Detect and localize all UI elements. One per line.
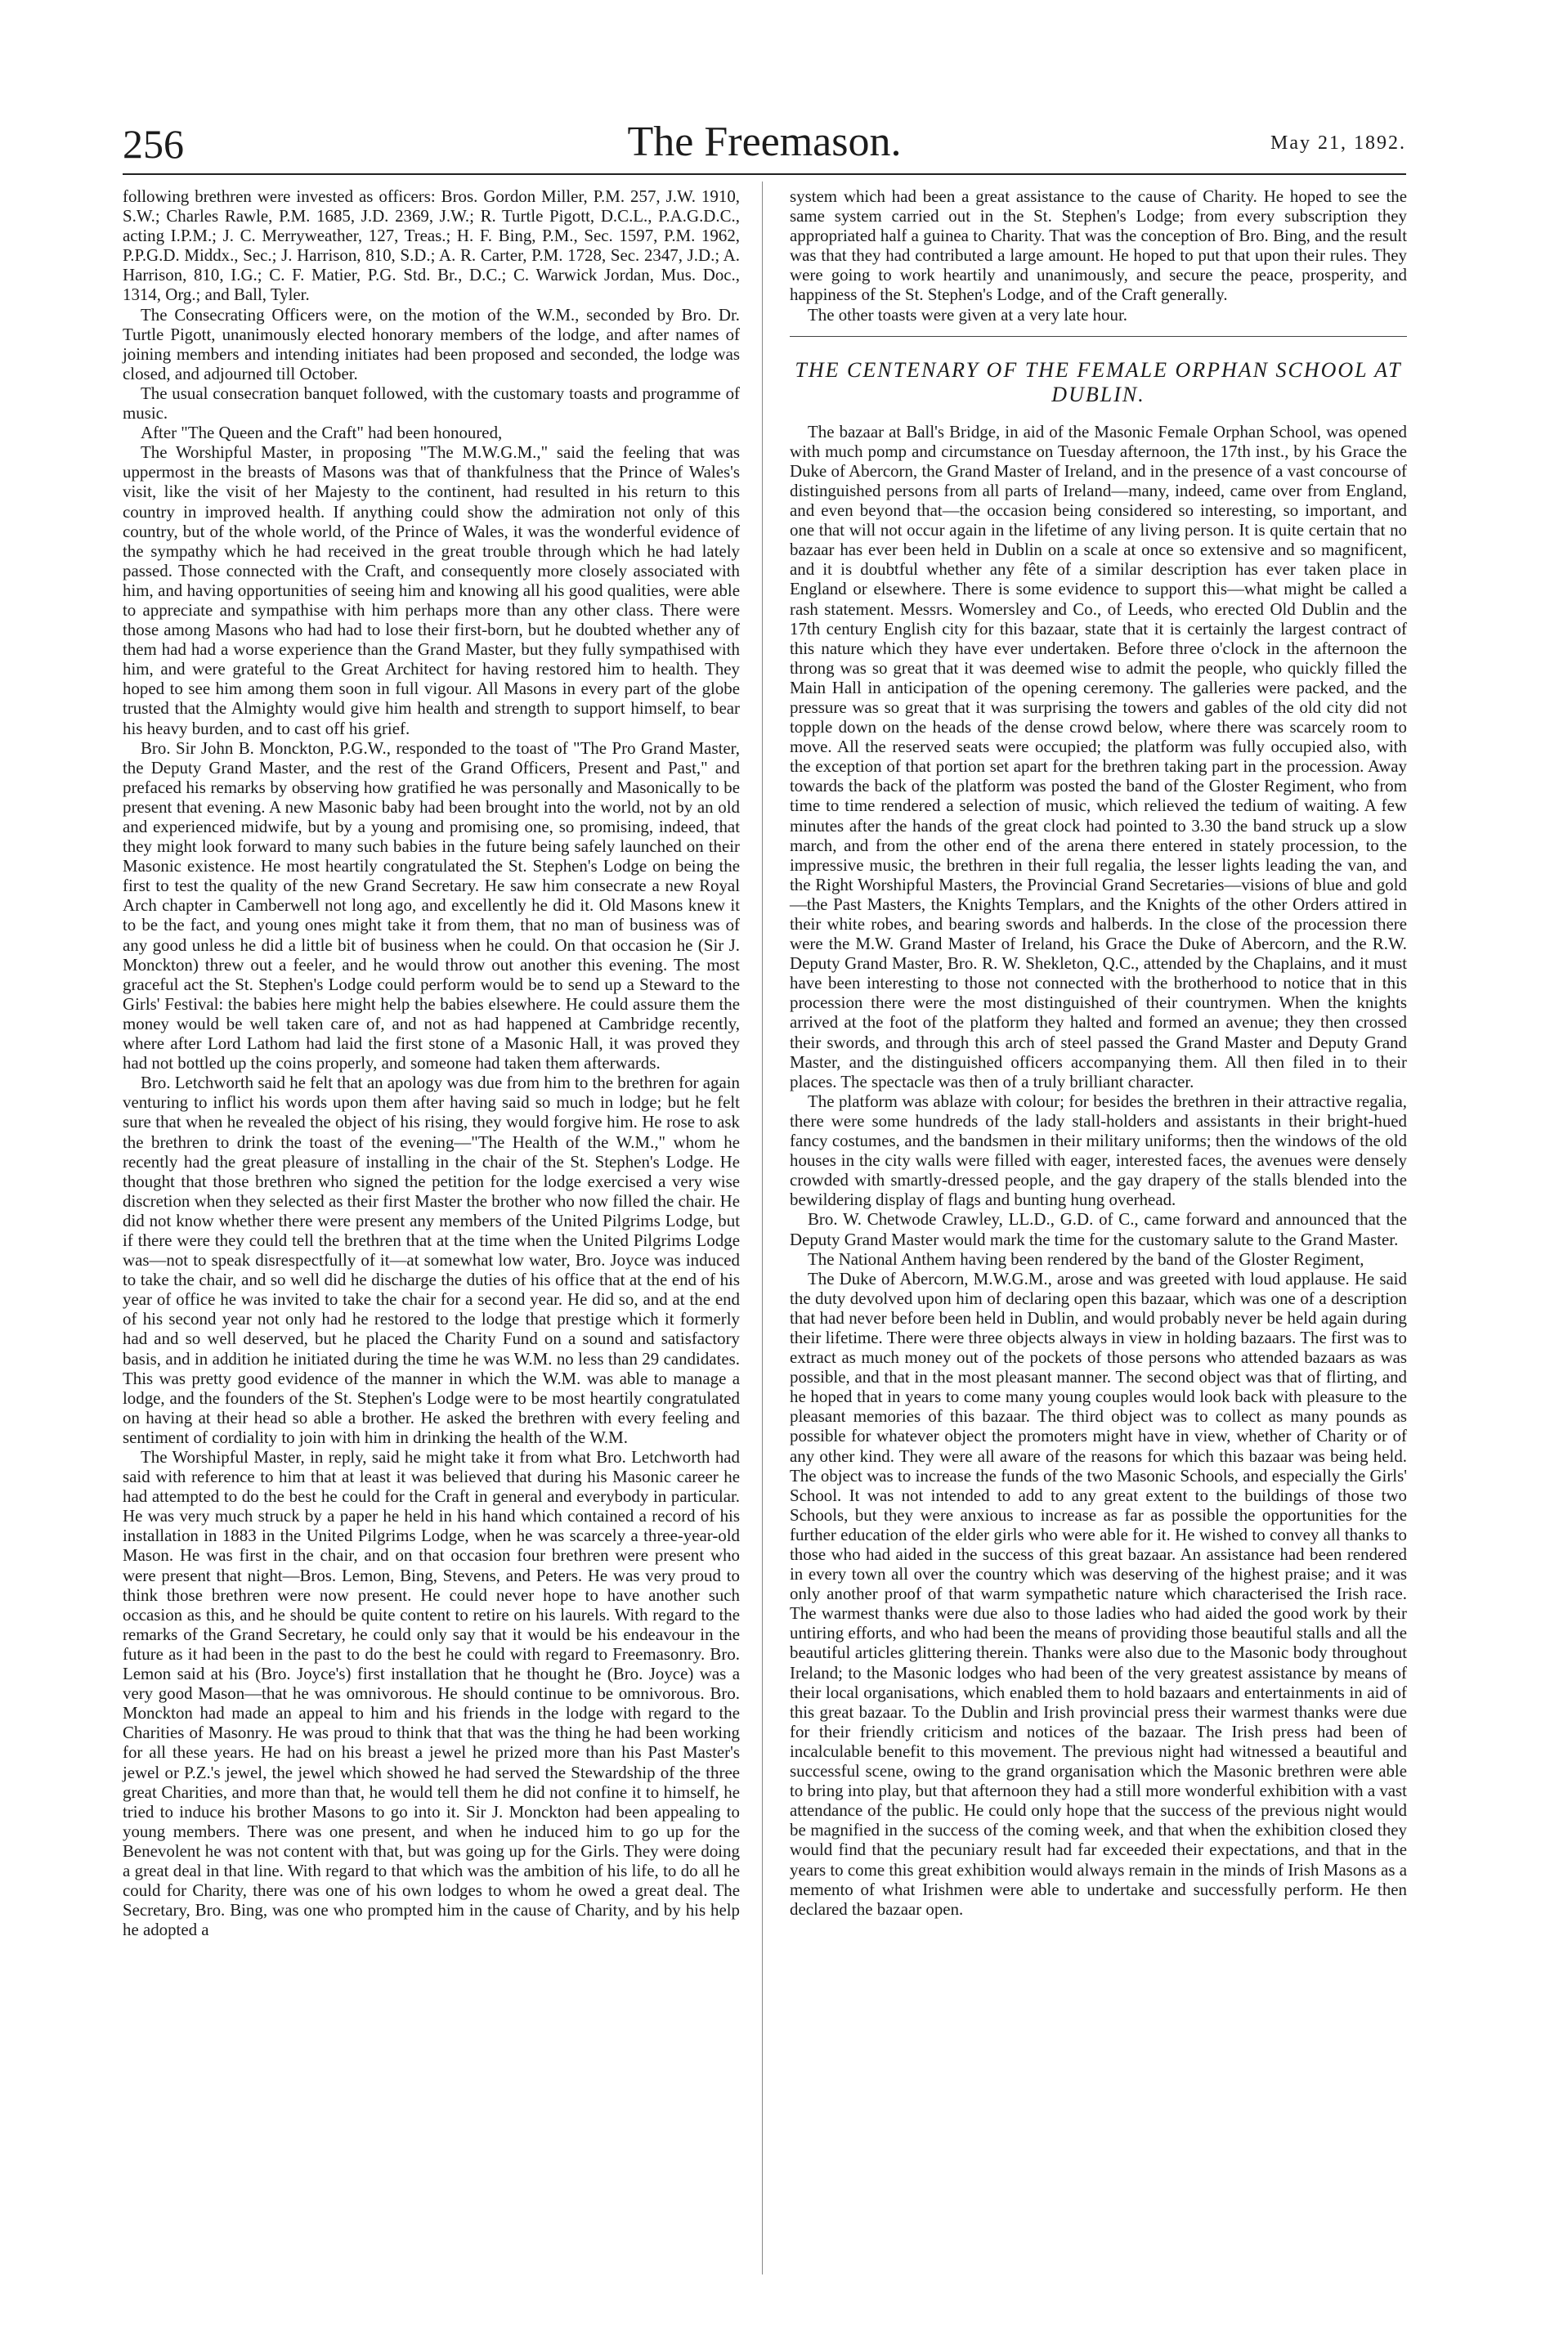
- publication-title: The Freemason.: [627, 119, 902, 165]
- honorary-members-paragraph: The Consecrating Officers were, on the motion of the W.M., seconded by Bro. Dr. Turtle Pigott, unanimously elected honorary members of the lodge, and after names of joining members and intending initiates had been proposed and seconded, the lodge was closed, and adjourned till October.: [123, 304, 740, 383]
- page-number: 256: [123, 121, 184, 167]
- queen-toast-paragraph: After "The Queen and the Craft" had been honoured,: [141, 423, 503, 443]
- left-column: [123, 186, 740, 1939]
- article-heading: THE CENTENARY OF THE FEMALE ORPHAN SCHOOL AT DUBLIN.: [795, 357, 1402, 406]
- issue-date: May 21, 1892.: [1270, 132, 1406, 154]
- late-toasts-paragraph: The other toasts were given at a very late hour.: [808, 304, 1127, 325]
- masthead: [123, 114, 1406, 180]
- monckton-response-paragraph: Bro. Sir John B. Monckton, P.G.W., responded to the toast of "The Pro Grand Master, the Deputy Grand Master, and the rest of the Grand Officers, Present and Past," and prefaced his remarks by observing how gratified he was personally and Masonically to be present that evening. A new Masonic baby had been brought into the world, not by an old and experienced midwife, but by a young and promising one, so promising, indeed, that they might look forward to many such babies in the future being safely launched on their Masonic existence. He most heartily congratulated the St. Stephen's Lodge on being the first to test the quality of the new Grand Secretary. He saw him consecrate a new Royal Arch chapter in Camberwell not long ago, and excellently he did it. Old Masons knew it to be the fact, and young ones might take it from them, that no man of business was of any good unless he did a little bit of business when he could. On that occasion he (Sir J. Monckton) threw out a feeler, and he would throw out another this evening. The most graceful act the St. Stephen's Lodge could perform would be to send up a Steward to the Girls' Festival: the babies here might help the babies elsewhere. He could assure them the money would be well taken care of, and not as had happened at Cambridge recently, where after Lord Lathom had laid the first stone of a Masonic Hall, it was proved they had not bottled up the coins properly, and someone had taken them afterwards.: [123, 737, 740, 1073]
- duke-speech-paragraph: The Duke of Abercorn, M.W.G.M., arose and was greeted with loud applause. He said the duty devolved upon him of declaring open this bazaar, which was one of a description that had never before been held in Dublin, and would probably never be held again during their lifetime. There were three objects always in view in holding bazaars. The first was to extract as much money out of the pockets of those persons who attended bazaars as was possible, and that in the most pleasant manner. The second object was that of flirting, and he hoped that in years to come many young couples would look back with pleasure to the pleasant memories of this bazaar. The third object was to collect as many pounds as possible for whatever object the promoters might have in view, whether of Charity or of any other kind. They were all aware of the reasons for which this bazaar was being held. The object was to increase the funds of the two Masonic Schools, and especially the Girls' School. It was not intended to add to any great extent to the buildings of those two Schools, but they were anxious to increase as far as possible the opportunities for the further education of the elder girls who were able for it. He wished to convey all thanks to those who had aided in the success of this great bazaar. An assistance had been rendered in every town all over the country which was deserving of the highest praise; and it was only another proof of that warm sympathetic nature which characterised the Irish race. The warmest thanks were due also to those ladies who had aided the good work by their untiring efforts, and who had been the means of providing those beautiful stalls and all the beautiful articles glittering therein. Thanks were also due to the Masonic body throughout Ireland; to the Masonic lodges who had been of the very greatest assistance by means of their local organisations, which enabled them to hold bazaars and entertainments in aid of this great bazaar. To the Dublin and Irish provincial press their warmest thanks were due for their friendly criticism and notices of the bazaar. The Irish press had been of incalculable benefit to this movement. The previous night had witnessed a beautiful and successful scene, owing to the grand organisation which the Masonic brethren were able to bring into play, but that afternoon they had a still more wonderful exhibition with a vast attendance of the public. He could only hope that the success of the previous night would be magnified in the success of the coming week, and that when the exhibition closed they would find that the pecuniary result had far exceeded their expectations, and that in the years to come this great exhibition would always remain in the minds of Irish Masons as a memento of what Irishmen were able to undertake and successfully perform. He then declared the bazaar open.: [790, 1268, 1407, 1919]
- article-separator: [790, 336, 1407, 337]
- column-divider: [762, 182, 763, 2274]
- master-reply-paragraph: The Worshipful Master, in reply, said he might take it from what Bro. Letchworth had said with reference to him that at least it was believed that during his Masonic career he had attempted to do the best he could for the Craft in general and everybody in particular. He was very much struck by a paper he held in his hand which contained a record of his installation in 1883 in the United Pilgrims Lodge, when he was scarcely a three-year-old Mason. He was first in the chair, and on that occasion four brethren were present who were present that night—Bros. Lemon, Bing, Stevens, and Peters. He was very proud to think those brethren were now present. He could never hope to have another such occasion as this, and he should be quite content to retire on his laurels. With regard to the remarks of the Grand Secretary, he could only say that it would be his endeavour in the future as it had been in the past to do the best he could with regard to Freemasonry. Bro. Lemon said at his (Bro. Joyce's) first installation that he thought he (Bro. Joyce) was a very good Mason—that he was omnivorous. He should continue to be omnivorous. Bro. Monckton had made an appeal to him and his friends in the lodge with regard to the Charities of Masonry. He was proud to think that that was the thing he had been working for all these years. He had on his breast a jewel he prized more than his Past Master's jewel or P.Z.'s jewel, the jewel which showed he had served the Stewardship of the three great Charities, and more than that, he would tell them he did not confine it to himself, he tried to induce his brother Masons to go into it. Sir J. Monckton had been appealing to young members. There was one present, and when he induced him to go up for the Benevolent he was not content with that, but was going up for the Girls. They were doing a great deal in that line. With regard to that which was the ambition of his life, to do all he could for Charity, there was one of his own lodges to whom he owed a great deal. The Secretary, Bro. Bing, was one who prompted him in the cause of Charity, and by his help he adopted a: [123, 1447, 740, 1940]
- masthead-rule: [123, 173, 1406, 175]
- continuation-paragraph: system which had been a great assistance to the cause of Charity. He hoped to see the same system carried out in the St. Stephen's Lodge; from every subscription they appropriated half a guinea to Charity. That was the conception of Bro. Bing, and the result was that they had contributed a large amount. He hoped to put that upon their rules. They were going to work heartily and unanimously, and secure the peace, prosperity, and happiness of the St. Stephen's Lodge, and of the Craft generally.: [790, 186, 1407, 305]
- anthem-paragraph: The National Anthem having been rendered by the band of the Gloster Regiment,: [808, 1248, 1364, 1269]
- banquet-paragraph: The usual consecration banquet followed, with the customary toasts and programme of music.: [123, 383, 740, 424]
- platform-paragraph: The platform was ablaze with colour; for besides the brethren in their attractive regalia, there were some hundreds of the lady stall-holders and assistants in their bright-hued fancy costumes, and the bandsmen in their military uniforms; then the windows of the old houses in the city walls were filled with eager, interested faces, the avenues were densely crowded with smartly-dressed people, and the gay drapery of the stalls blended into the bewildering display of flags and bunting hung overhead.: [790, 1091, 1407, 1210]
- crawley-paragraph: Bro. W. Chetwode Crawley, LL.D., G.D. of C., came forward and announced that the Deputy Grand Master would mark the time for the customary salute to the Grand Master.: [790, 1209, 1407, 1249]
- worshipful-master-toast-paragraph: The Worshipful Master, in proposing "The M.W.G.M.," said the feeling that was uppermost in the breasts of Masons was that of thankfulness that the Prince of Wales's visit, like the visit of her Majesty to the continent, had resulted in his return to this country in improved health. If anything could show the admiration not only of this country, but of the whole world, of the Prince of Wales, it was the wonderful evidence of the sympathy which he had received in the great trouble through which he had lately passed. Those connected with the Craft, and consequently more closely associated with him, and having opportunities of seeing him and knowing all his good qualities, were able to appreciate and sympathise with him perhaps more than any other class. There were those among Masons who had had to lose their first-born, but he doubted whether any of them had had a worse experience than the Grand Master, but they fully sympathised with him, and were grateful to the Great Architect for having restored him to health. They hoped to see him among them soon in full vigour. All Masons in every part of the globe trusted that the Almighty would give him health and strength to support himself, to bear his heavy burden, and to cast off his grief.: [123, 442, 740, 738]
- right-column: [790, 186, 1407, 1919]
- officers-paragraph: following brethren were invested as officers: Bros. Gordon Miller, P.M. 257, J.W. 1910, S.W.; Charles Rawle, P.M. 1685, J.D. 2369, J.W.; R. Turtle Pigott, D.C.L., P.A.G.D.C., acting I.P.M.; J. C. Merryweather, 127, Treas.; H. F. Bing, P.M., Sec. 1597, P.M. 1962, P.P.G.D. Middx., Sec.; J. Harrison, 810, S.D.; A. R. Carter, P.M. 1728, Sec. 2347, J.D.; A. Harrison, 810, I.G.; C. F. Matier, P.G. Std. Br., D.C.; C. Warwick Jordan, Mus. Doc., 1314, Org.; and Ball, Tyler.: [123, 186, 740, 305]
- letchworth-toast-paragraph: Bro. Letchworth said he felt that an apology was due from him to the brethren for again venturing to inflict his words upon them after having said so much in lodge; but he felt sure that when he revealed the object of his rising, they would forgive him. He rose to ask the brethren to drink the toast of the evening—"The Health of the W.M.," whom he recently had the great pleasure of installing in the chair of the St. Stephen's Lodge. He thought that those brethren who signed the petition for the lodge exercised a very wise discretion when they selected as their first Master the brother who now filled the chair. He did not know whether there were present any members of the United Pilgrims Lodge, but if there were they could tell the brethren that at the time when the United Pilgrims Lodge was—not to speak disrespectfully of it—at somewhat low water, Bro. Joyce was induced to take the chair, and so well did he discharge the duties of his office that at the end of his year of office he was invited to take the chair for a second year. He did so, and at the end of his second year not only had he restored to the lodge that prestige which it formerly had and so well deserved, but he placed the Charity Fund on a sound and satisfactory basis, and in addition he initiated during the time he was W.M. no less than 29 candidates. This was pretty good evidence of the manner in which the W.M. was able to manage a lodge, and the founders of the St. Stephen's Lodge were to be most heartily congratulated on having at their head so able a brother. He asked the brethren with every feeling and sentiment of cordiality to join with him in drinking the health of the W.M.: [123, 1073, 740, 1447]
- bazaar-opening-paragraph: The bazaar at Ball's Bridge, in aid of the Masonic Female Orphan School, was opened with much pomp and circumstance on Tuesday afternoon, the 17th inst., by his Grace the Duke of Abercorn, the Grand Master of Ireland, and in the presence of a vast concourse of distinguished persons from all parts of Ireland—many, indeed, came over from England, and even beyond that—the occasion being considered so interesting, so important, and one that will not occur again in the lifetime of any living person. It is quite certain that no bazaar has ever been held in Dublin on a scale at once so extensive and so magnificent, and it is doubtful whether any fête of a similar description has ever taken place in England or elsewhere. There is some evidence to support this—what might be called a rash statement. Messrs. Womersley and Co., of Leeds, who erected Old Dublin and the 17th century English city for this bazaar, state that it is certainly the largest contract of this nature which they have ever undertaken. Before three o'clock in the afternoon the throng was so great that it was deemed wise to admit the people, who quickly filled the Main Hall in anticipation of the opening ceremony. The galleries were packed, and the pressure was so great that it was surprising the towers and gables of the old city did not topple down on the heads of the dense crowd below, where there was scarcely room to move. All the reserved seats were occupied; the platform was fully occupied also, with the exception of that portion set apart for the brethren taking part in the procession. Away towards the back of the platform was posted the band of the Gloster Regiment, who from time to time rendered a selection of music, which relieved the tedium of waiting. A few minutes after the hands of the great clock had pointed to 3.30 the band struck up a slow march, and from the other end of the arena there entered in stately procession, to the impressive music, the brethren in their full regalia, the lesser lights leading the van, and the Right Worshipful Masters, the Provincial Grand Secretaries—visions of blue and gold—the Past Masters, the Knights Templars, and the Knights of the other Orders attired in their white robes, and bearing swords and halberds. In the close of the procession there were the M.W. Grand Master of Ireland, his Grace the Duke of Abercorn, and the R.W. Deputy Grand Master, Bro. R. W. Shekleton, Q.C., attended by the Chaplains, and it must have been interesting to those not connected with the brotherhood to notice that in this procession there were the most distinguished of their countrymen. When the knights arrived at the foot of the platform they halted and formed an avenue; they then crossed their swords, and through this arch of steel passed the Grand Master and Deputy Grand Master, and the distinguished officers accompanying them. All then filed in to their places. The spectacle was then of a truly brilliant character.: [790, 421, 1407, 1091]
